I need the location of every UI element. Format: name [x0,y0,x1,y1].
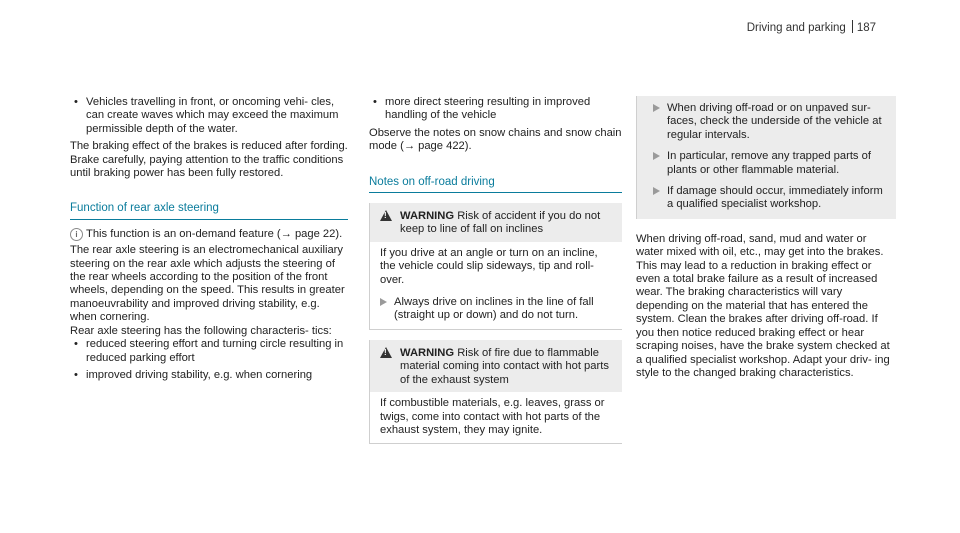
warning-label: WARNING [400,346,455,359]
step-arrow-icon [380,298,387,306]
paragraph: When driving off-road, sand, mud and water or water mixed with oil, etc., may get into the brakes. This may lead to a reduction in braking effect or even a total brake failure as a result of increased wear. The braking characteristics will vary depending on the material that has entered the system. Clean the brakes after driving off-road. If you then notice reduced braking effect or hear scraping noises, have the brake system checked at a qualified specialist workshop. Adapt your driv- ing style to the changed braking characteristics. [636,232,890,379]
column-left [70,96,348,382]
info-note-text: This function is an on-demand feature (→ page 22). [86,227,343,240]
step-arrow-icon [653,152,660,160]
list-item: • reduced steering effort and turning circle resulting in reduced parking effort [70,338,348,365]
step-arrow-icon [653,187,660,195]
step-text: In particular, remove any trapped parts of plants or other flammable material. [667,150,871,176]
page-header [747,20,876,34]
step-arrow-icon [653,104,660,112]
warning-text: If you drive at an angle or turn on an incline, the vehicle could slip sideways, tip and roll- over. [380,246,598,286]
warning-title: Risk of accident if you do not keep to line of fall on inclines [400,210,601,236]
paragraph: The rear axle steering is an electromechanical auxiliary steering on the rear axle which adjusts the steering of the rear wheels according to the position of the front wheels, depending on the speed. This results in greater manoeuvrability and improved driving stability, e.g. when cornering. [70,244,345,324]
list-item: • more direct steering resulting in improved handling of the vehicle [369,96,622,123]
warning-label: WARNING [400,210,455,223]
header-divider [852,20,853,33]
warning-title: Risk of fire due to flammable material coming into contact with hot parts of the exhaust system [400,346,609,386]
action-step [380,296,614,323]
action-step [643,102,888,142]
paragraph: Rear axle steering has the following characteris- tics: [70,324,332,337]
list-item: • improved driving stability, e.g. when cornering [70,369,348,382]
warning-header [370,203,622,242]
paragraph: The braking effect of the brakes is reduced after fording. Brake carefully, paying attention to the traffic conditions until braking power has been fully restored. [70,140,348,180]
list-item: • Vehicles travelling in front, or oncoming vehi- cles, can create waves which may exceed the maximum permissible depth of the water. [70,96,348,136]
column-middle [369,96,622,444]
page-number: 187 [856,22,876,34]
warning-box-accident [369,203,622,330]
warning-box-fire [369,340,622,444]
section-title: Driving and parking [746,22,846,34]
info-icon: i [70,228,83,241]
step-text: Always drive on inclines in the line of fall (straight up or down) and do not turn. [394,296,594,322]
column-right [636,96,896,380]
warning-triangle-icon [380,210,392,221]
section-heading-off-road: Notes on off-road driving [369,176,622,193]
action-steps-box [636,96,896,219]
warning-header [370,340,622,392]
action-step [643,150,888,177]
warning-body [370,392,622,443]
section-heading-rear-axle: Function of rear axle steering [70,202,348,219]
step-text: If damage should occur, immediately inform a qualified specialist workshop. [667,185,883,211]
warning-triangle-icon [380,347,392,358]
step-text: When driving off-road or on unpaved sur- faces, check the underside of the vehicle at regular intervals. [667,102,882,141]
action-step [643,185,888,212]
warning-body [370,242,622,329]
warning-text: If combustible materials, e.g. leaves, grass or twigs, come into contact with hot parts of the exhaust system, they may ignite. [380,397,605,436]
info-note [70,228,348,241]
paragraph: Observe the notes on snow chains and snow chain mode (→ page 422). [369,126,622,153]
